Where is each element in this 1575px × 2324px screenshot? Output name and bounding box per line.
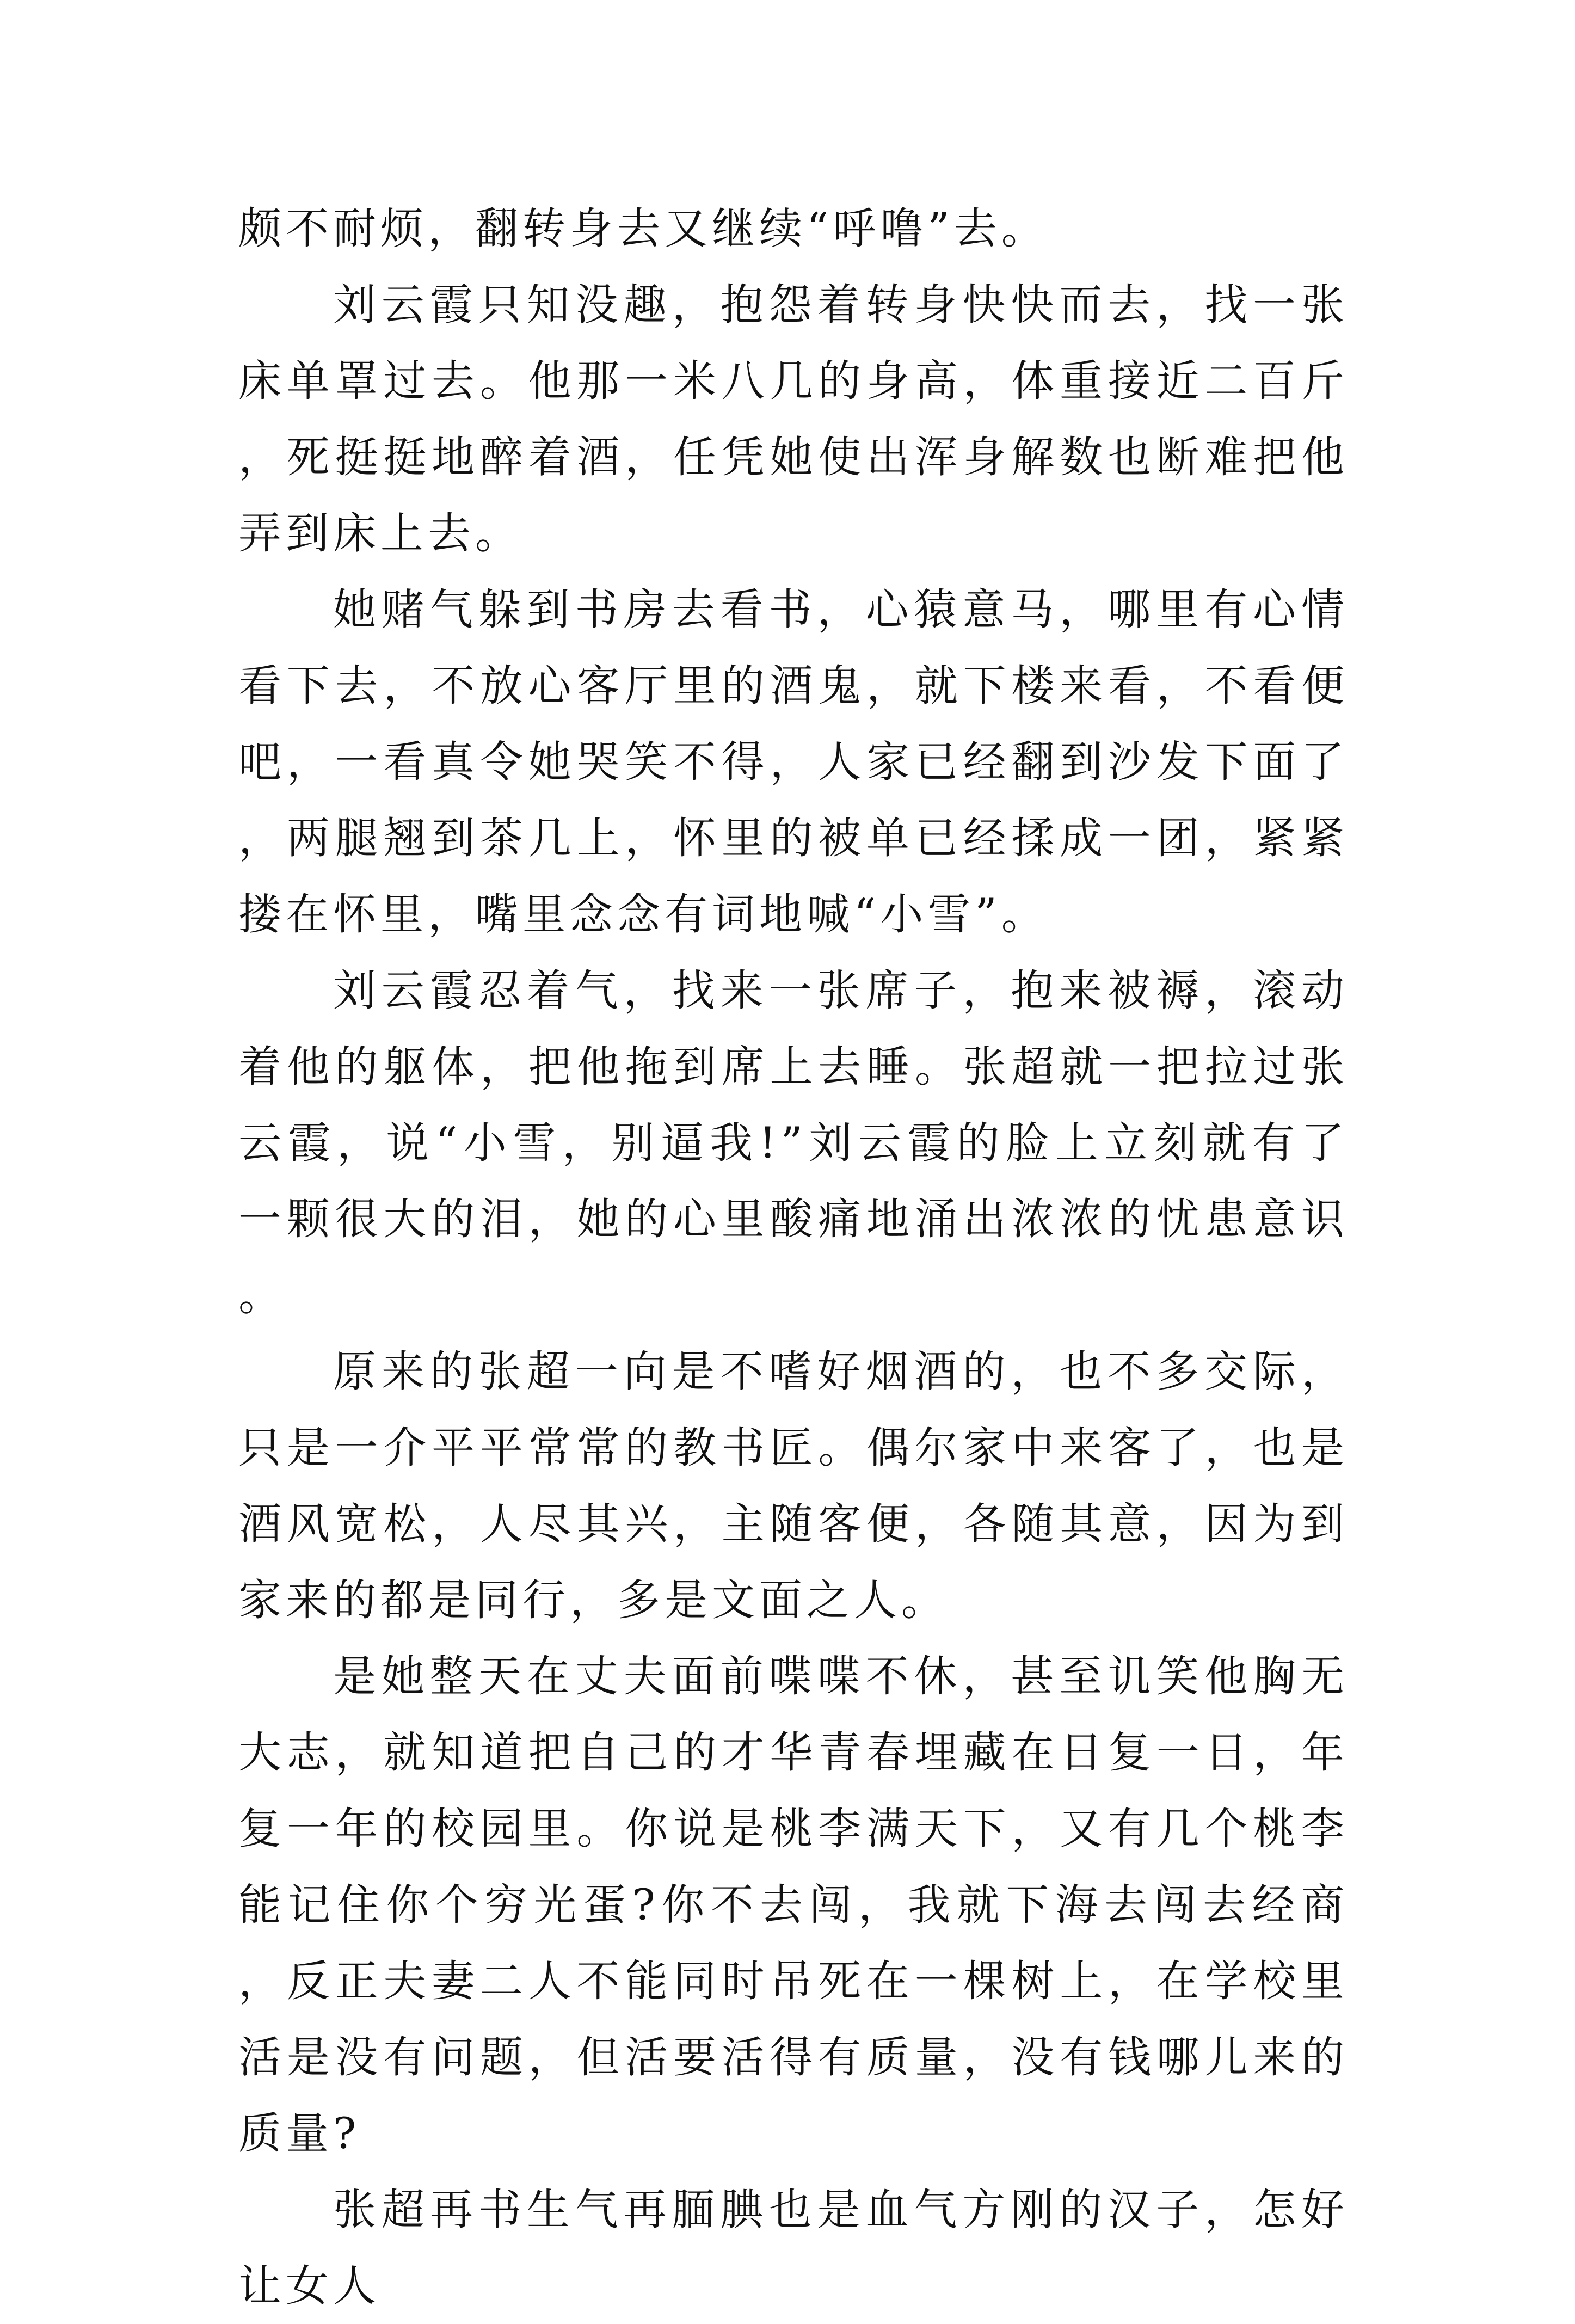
paragraph-continuation: 颇不耐烦，翻转身去又继续“呼噜”去。 bbox=[238, 204, 1049, 254]
paragraph: 刘云霞忍着气，找来一张席子，抱来被褥，滚动着他的躯体，把他拖到席上去睡。张超就一把拉过张云霞，说“小雪，别逼我!”刘云霞的脸上立刻就有了一颗很大的泪，她的心里酸痛地涌出浓浓的忧患意识。 bbox=[238, 966, 1349, 1320]
paragraph: 刘云霞只知没趣，抱怨着转身快快而去，找一张床单罩过去。他那一米八几的身高，体重接近二百斤，死挺挺地醉着酒，任凭她使出浑身解数也断难把他弄到床上去。 bbox=[238, 280, 1349, 558]
paragraph: 原来的张超一向是不嗜好烟酒的，也不多交际，只是一介平平常常的教书匠。偶尔家中来客了，也是酒风宽松，人尽其兴，主随客便，各随其意，因为到家来的都是同行，多是文面之人。 bbox=[238, 1347, 1349, 1625]
paragraph: 是她整天在丈夫面前喋喋不休，甚至讥笑他胸无大志，就知道把自己的才华青春埋藏在日复一日，年复一年的校园里。你说是桃李满天下，又有几个桃李能记住你个穷光蛋?你不去闯，我就下海去闯去经商，反正夫妻二人不能同时吊死在一棵树上，在学校里活是没有问题，但活要活得有质量，没有钱哪儿来的质量? bbox=[238, 1651, 1349, 2159]
body-text bbox=[238, 190, 1349, 2324]
paragraph: 张超再书生气再腼腆也是血气方刚的汉子，怎好让女人 bbox=[238, 2185, 1349, 2311]
paragraph: 她赌气躲到书房去看书，心猿意马，哪里有心情看下去，不放心客厅里的酒鬼，就下楼来看，不看便吧，一看真令她哭笑不得，人家已经翻到沙发下面了，两腿翘到茶几上，怀里的被单已经揉成一团，紧紧搂在怀里，嘴里念念有词地喊“小雪”。 bbox=[238, 585, 1349, 939]
